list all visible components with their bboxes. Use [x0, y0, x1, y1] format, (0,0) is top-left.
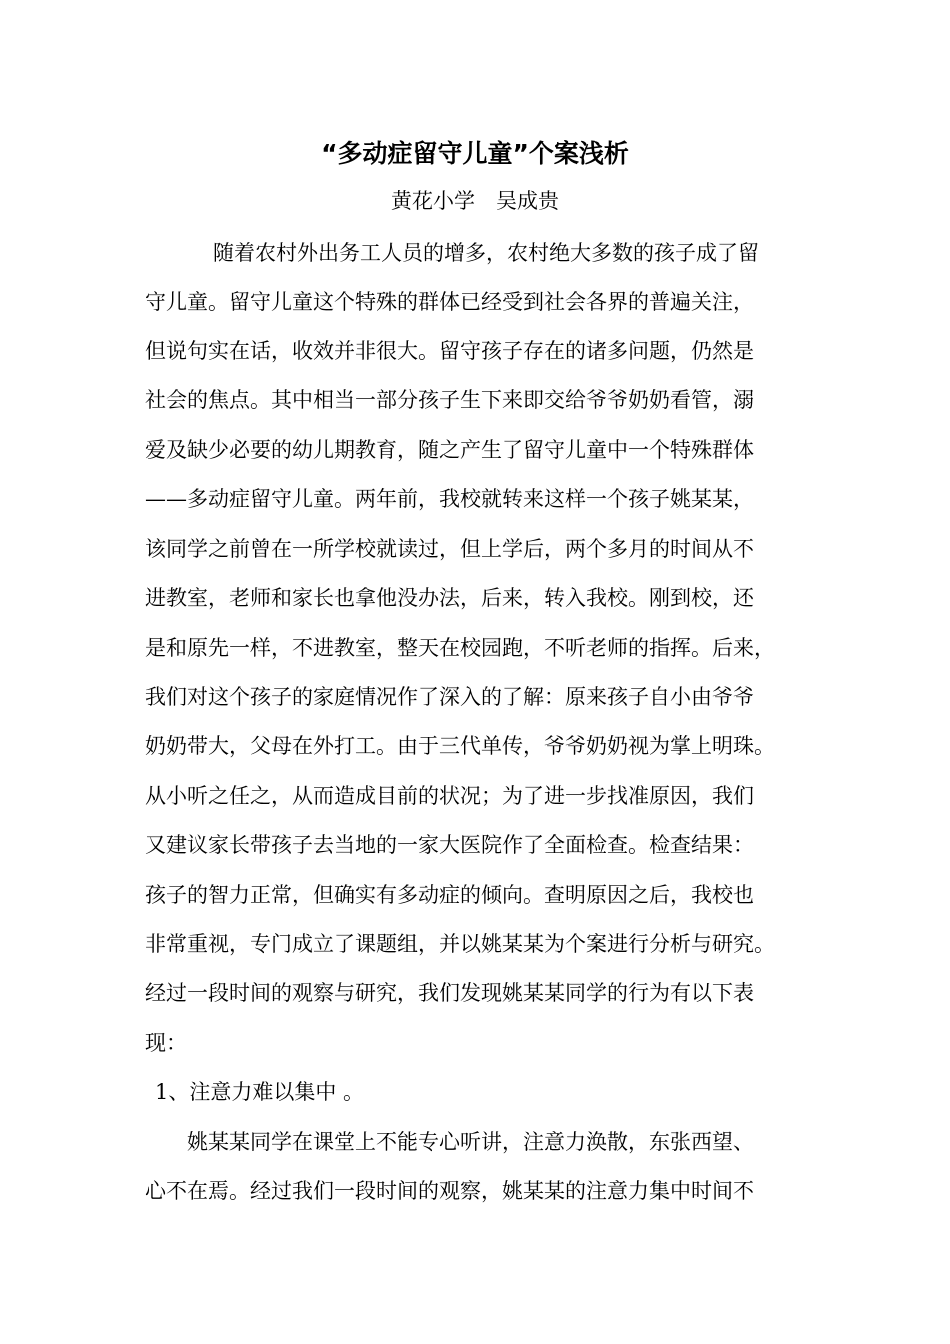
paragraph-line: 随着农村外出务工人员的增多，农村绝大多数的孩子成了留: [213, 241, 759, 265]
paragraph-line: 守儿童。留守儿童这个特殊的群体已经受到社会各界的普遍关注，: [145, 290, 754, 314]
paragraph-line: 非常重视，专门成立了课题组，并以姚某某为个案进行分析与研究。: [145, 932, 775, 956]
paragraph-line: 该同学之前曾在一所学校就读过，但上学后，两个多月的时间从不: [145, 537, 754, 561]
paragraph-line: 但说句实在话，收效并非很大。留守孩子存在的诸多问题，仍然是: [145, 339, 754, 363]
paragraph-line: 是和原先一样，不进教室，整天在校园跑，不听老师的指挥。后来，: [145, 636, 775, 660]
paragraph-line: 进教室，老师和家长也拿他没办法，后来，转入我校。刚到校，还: [145, 586, 754, 610]
paragraph-line: 心不在焉。经过我们一段时间的观察，姚某某的注意力集中时间不: [145, 1179, 754, 1203]
paragraph-line: 从小听之任之，从而造成目前的状况；为了进一步找准原因，我们: [145, 784, 754, 808]
paragraph-line: 经过一段时间的观察与研究，我们发现姚某某同学的行为有以下表: [145, 981, 754, 1005]
paragraph-line: 社会的焦点。其中相当一部分孩子生下来即交给爷爷奶奶看管，溺: [145, 388, 754, 412]
paragraph-line: 爱及缺少必要的幼儿期教育，随之产生了留守儿童中一个特殊群体: [145, 438, 754, 462]
paragraph-line: 姚某某同学在课堂上不能专心听讲，注意力涣散，东张西望、: [187, 1130, 754, 1154]
document-author: 黄花小学 吴成贵: [391, 189, 559, 213]
paragraph-line: 孩子的智力正常，但确实有多动症的倾向。查明原因之后，我校也: [145, 883, 754, 907]
paragraph-line: 现：: [145, 1031, 187, 1055]
paragraph-line: 又建议家长带孩子去当地的一家大医院作了全面检查。检查结果：: [145, 833, 754, 857]
document-title: “多动症留守儿童”个案浅析: [321, 139, 629, 168]
section-heading: 1、注意力难以集中 。: [155, 1080, 365, 1104]
paragraph-line: 我们对这个孩子的家庭情况作了深入的了解：原来孩子自小由爷爷: [145, 685, 754, 709]
paragraph-line: 奶奶带大，父母在外打工。由于三代单传，爷爷奶奶视为掌上明珠。: [145, 734, 775, 758]
paragraph-line: ——多动症留守儿童。两年前，我校就转来这样一个孩子姚某某，: [145, 487, 754, 511]
